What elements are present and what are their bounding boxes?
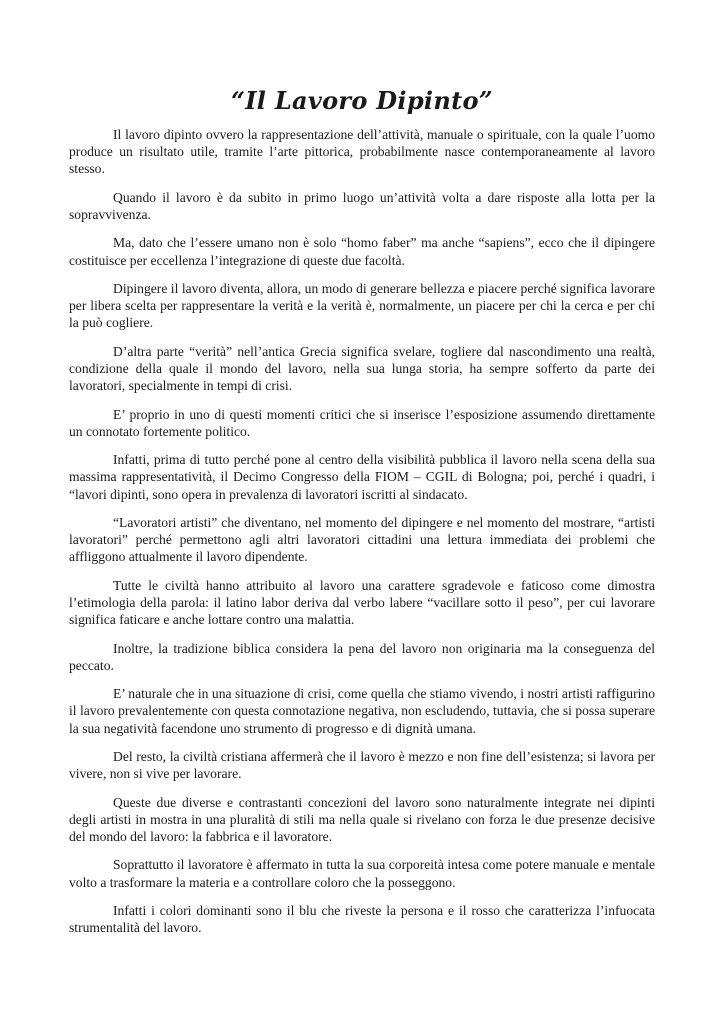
paragraph-7: Infatti, prima di tutto perché pone al centro della visibilità pubblica il lavoro nella scena della sua massima rappresentatività, il Decimo Congresso della FIOM – CGIL di Bologna; poi, perché i quadri, i “lavori dipinti, sono opera in prevalenza di lavoratori iscritti al sindacato. [69,452,655,502]
paragraph-14: Soprattutto il lavoratore è affermato in tutta la sua corporeità intesa come potere manuale e mentale volto a trasformare la materia e a controllare coloro che la posseggono. [69,857,655,890]
paragraph-11: E’ naturale che in una situazione di crisi, come quella che stiamo vivendo, i nostri artisti raffigurino il lavoro prevalentemente con questa connotazione negativa, non escludendo, tuttavia, che si possa superare la sua negatività facendone uno strumento di progresso e di dignità umana. [69,686,655,736]
paragraph-2: Quando il lavoro è da subito in primo luogo un’attività volta a dare risposte alla lotta per la sopravvivenza. [69,189,655,222]
paragraph-6: E’ proprio in uno di questi momenti critici che si inserisce l’esposizione assumendo direttamente un connotato fortemente politico. [69,406,655,439]
paragraph-3: Ma, dato che l’essere umano non è solo “homo faber” ma anche “sapiens”, ecco che il dipingere costituisce per eccellenza l’integrazione di queste due facoltà. [69,235,655,268]
paragraph-10: Inoltre, la tradizione biblica considera la pena del lavoro non originaria ma la conseguenza del peccato. [69,640,655,673]
paragraph-12: Del resto, la civiltà cristiana affermerà che il lavoro è mezzo e non fine dell’esistenza; si lavora per vivere, non si vive per lavorare. [69,748,655,782]
paragraph-4: Dipingere il lavoro diventa, allora, un modo di generare bellezza e piacere perché significa lavorare per libera scelta per rappresentare la verità e la verità è, normalmente, un piacere per chi la cerca e per chi la può cogliere. [69,280,655,331]
paragraph-13: Queste due diverse e contrastanti concezioni del lavoro sono naturalmente integrate nei dipinti degli artisti in mostra in una pluralità di stili ma nella quale si rivelano con forza le due presenze decisive del mondo del lavoro: la fabbrica e il lavoratore. [69,794,655,844]
paragraph-1: Il lavoro dipinto ovvero la rappresentazione dell’attività, manuale o spirituale, con la quale l’uomo produce un risultato utile, tramite l’arte pittorica, probabilmente nasce contemporaneamente al lavoro stesso. [69,127,655,177]
document-page [69,86,655,948]
paragraph-9: Tutte le civiltà hanno attribuito al lavoro una carattere sgradevole e faticoso come dimostra l’etimologia della parola: il latino labor deriva dal verbo labere “vacillare sotto il peso”, per cui lavorare significa faticare e anche lottare contro una malattia. [69,577,655,628]
paragraph-15: Infatti i colori dominanti sono il blu che riveste la persona e il rosso che caratterizza l’infuocata strumentalità del lavoro. [69,902,655,936]
paragraph-8: “Lavoratori artisti” che diventano, nel momento del dipingere e nel momento del mostrare, “artisti lavoratori” perché permettono agli altri lavoratori cittadini una lettura immediata dei problemi che affliggono attualmente il lavoro dipendente. [69,514,655,565]
paragraph-5: D’altra parte “verità” nell’antica Grecia significa svelare, togliere dal nascondimento una realtà, condizione della quale il mondo del lavoro, nella sua lunga storia, ha sempre sofferto da parte dei lavoratori, specialmente in tempi di crisi. [69,343,655,394]
document-title: “Il Lavoro Dipinto” [231,86,493,115]
